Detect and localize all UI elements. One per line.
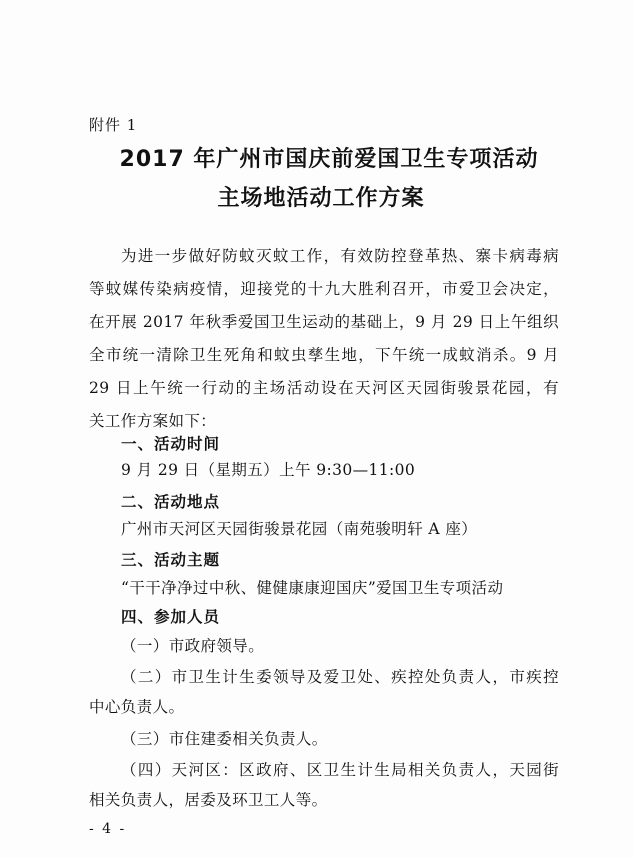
participant-item-3: （三）市住建委相关负责人。 [121,730,328,748]
section-heading-place: 二、活动地点 [121,493,221,511]
document-title-line-2: 主场地活动工作方案 [217,186,425,211]
section-heading-time: 一、活动时间 [121,435,221,453]
attachment-label: 附件 1 [89,116,138,134]
page-number: - 4 - [89,821,127,837]
section-heading-participants: 四、参加人员 [121,608,221,626]
section-text-theme: “干干净净过中秋、健健康康迎国庆”爱国卫生专项活动 [121,579,504,597]
participant-item-2-line-1: （二）市卫生计生委领导及爱卫处、疾控处负责人，市疾控 [121,668,559,686]
section-heading-theme: 三、活动主题 [121,551,221,569]
intro-line-4: 全市统一清除卫生死角和蚊虫孳生地，下午统一成蚊消杀。9 月 [89,346,559,364]
document-title-line-1: 2017 年广州市国庆前爱国卫生专项活动 [119,147,539,172]
intro-line-6: 关工作方案如下： [89,412,217,430]
intro-line-3: 在开展 2017 年秋季爱国卫生运动的基础上，9 月 29 日上午组织 [89,313,559,331]
section-text-place: 广州市天河区天园街骏景花园（南苑骏明轩 A 座） [121,520,478,538]
section-text-time: 9 月 29 日（星期五）上午 9:30—11:00 [121,461,416,479]
intro-line-5: 29 日上午统一行动的主场活动设在天河区天园街骏景花园，有 [89,379,559,397]
participant-item-1: （一）市政府领导。 [121,637,265,655]
intro-line-1: 为进一步做好防蚊灭蚊工作，有效防控登革热、寨卡病毒病 [121,247,559,265]
participant-item-4-line-2: 相关负责人，居委及环卫工人等。 [89,791,328,809]
participant-item-2-line-2: 中心负责人。 [89,698,185,716]
participant-item-4-line-1: （四）天河区：区政府、区卫生计生局相关负责人，天园街 [121,761,559,779]
intro-line-2: 等蚊媒传染病疫情，迎接党的十九大胜利召开，市爱卫会决定， [89,280,559,298]
